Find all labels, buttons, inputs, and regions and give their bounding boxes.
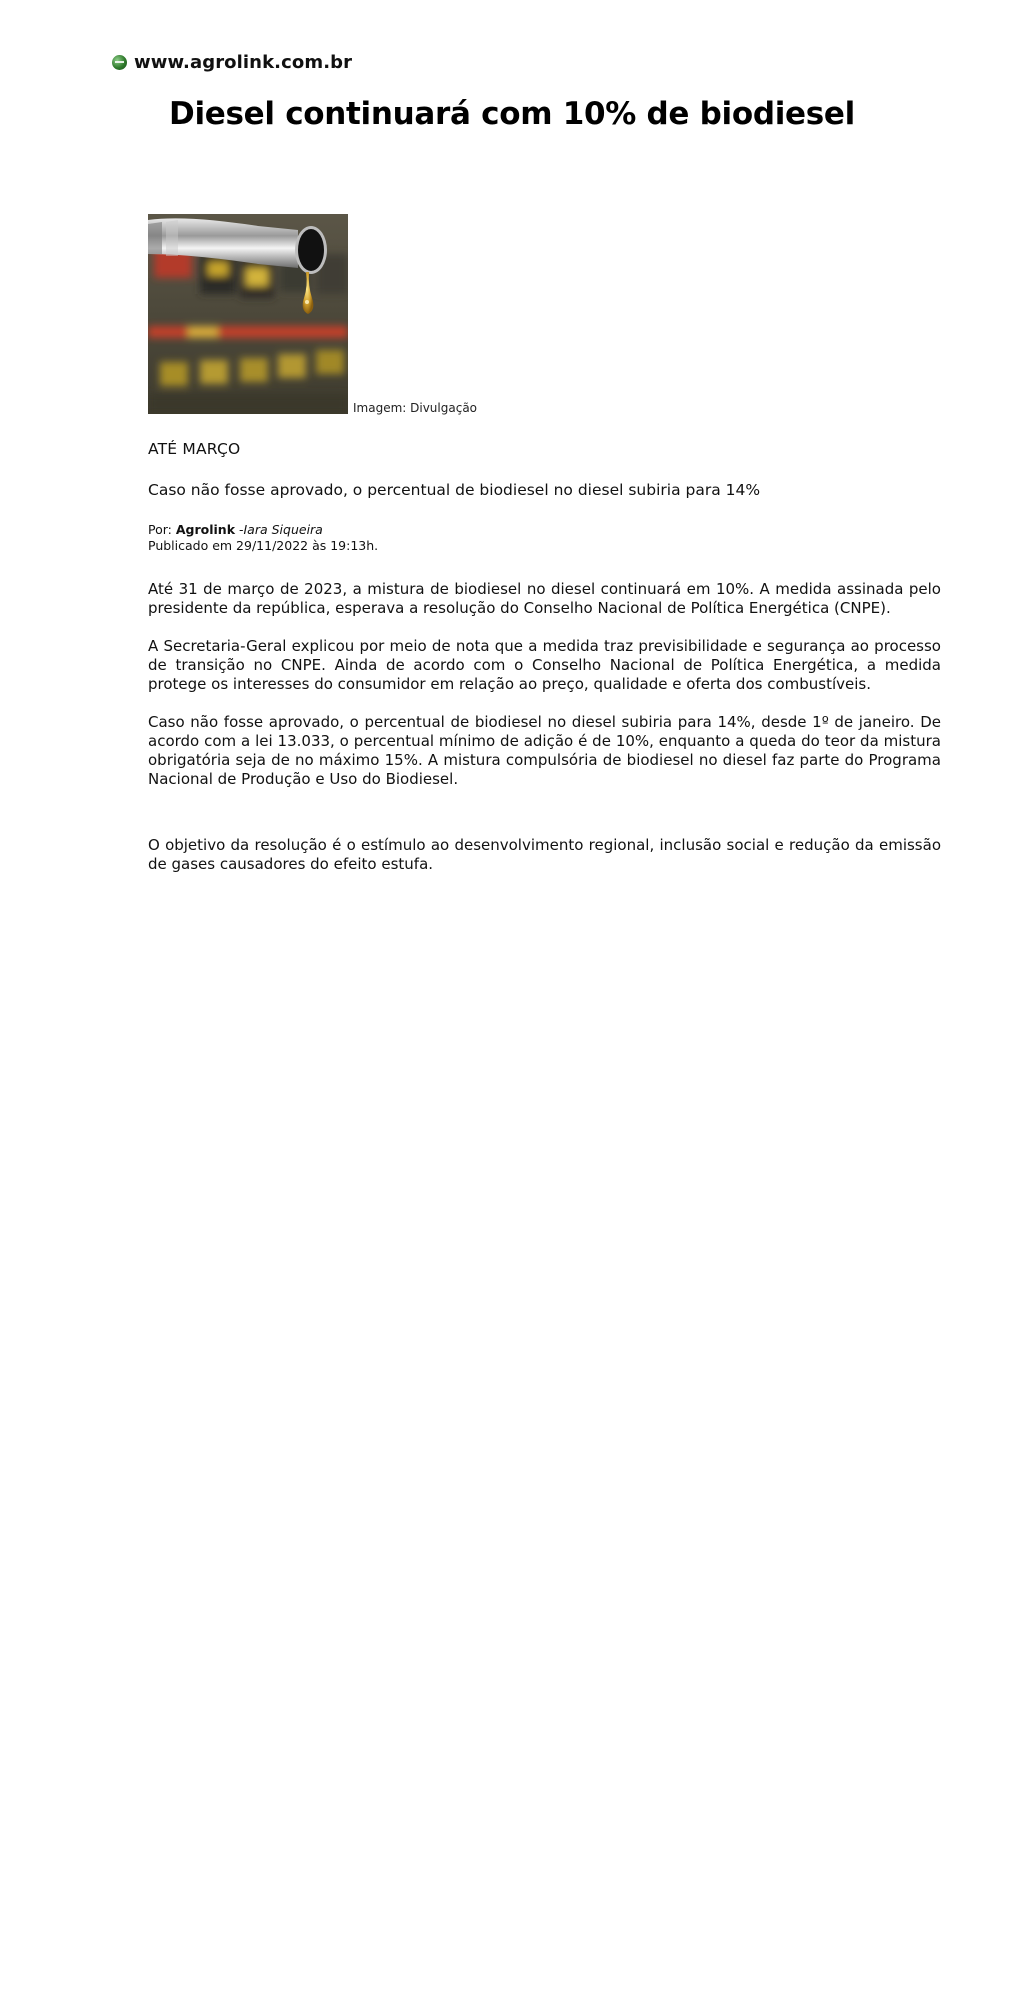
byline-source: Agrolink — [175, 522, 236, 537]
paragraph-spacer — [148, 808, 941, 836]
article-paragraph: A Secretaria-Geral explicou por meio de nota que a medida traz previsibilidade e segurança ao processo de transição no CNPE. Ainda de acordo com o Conselho Nacional de Política Energética, a medida protege os interesses do consumidor em relação ao preço, qualidade e oferta dos combustíveis. — [148, 637, 941, 693]
article-headline: Diesel continuará com 10% de biodiesel — [169, 96, 855, 132]
site-url[interactable]: www.agrolink.com.br — [134, 52, 353, 73]
byline — [148, 522, 941, 554]
site-header — [112, 52, 352, 73]
byline-separator: - — [235, 522, 244, 537]
published-date: Publicado em 29/11/2022 às 19:13h. — [148, 538, 379, 553]
article-paragraph: O objetivo da resolução é o estímulo ao desenvolvimento regional, inclusão social e redução da emissão de gases causadores do efeito estufa. — [148, 836, 941, 873]
article-figure — [148, 214, 477, 414]
article-paragraph: Até 31 de março de 2023, a mistura de biodiesel no diesel continuará em 10%. A medida assinada pelo presidente da república, esperava a resolução do Conselho Nacional de Política Energética (CNPE). — [148, 580, 941, 617]
image-caption: Imagem: Divulgação — [353, 401, 478, 415]
byline-prefix: Por: — [148, 522, 176, 537]
article-body — [148, 440, 941, 893]
article-paragraph: Caso não fosse aprovado, o percentual de biodiesel no diesel subiria para 14%, desde 1º de janeiro. De acordo com a lei 13.033, o percentual mínimo de adição é de 10%, enquanto a queda do teor da mistura obrigatória seja de no máximo 15%. A mistura compulsória de biodiesel no diesel faz parte do Programa Nacional de Produção e Uso do Biodiesel. — [148, 713, 941, 788]
agrolink-globe-icon — [112, 55, 127, 70]
byline-author: Iara Siqueira — [243, 522, 323, 537]
fuel-nozzle-photo — [148, 214, 348, 414]
article-kicker: ATÉ MARÇO — [148, 440, 241, 458]
article-subtitle: Caso não fosse aprovado, o percentual de biodiesel no diesel subiria para 14% — [148, 481, 761, 499]
byline-author-line — [148, 522, 941, 538]
